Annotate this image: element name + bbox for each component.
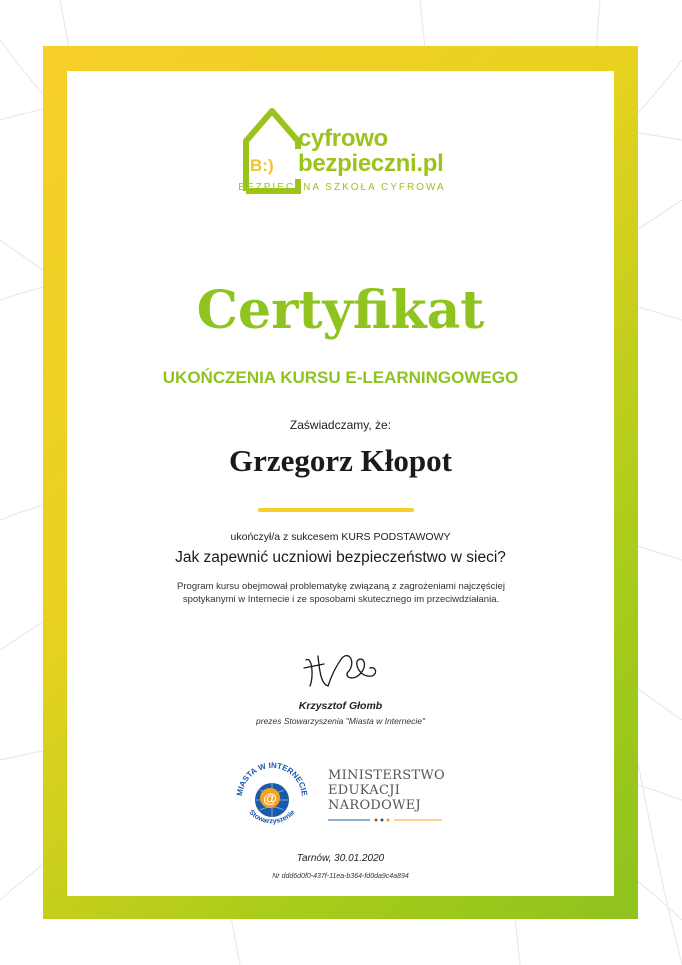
men-divider xyxy=(328,817,448,823)
men-line3: NARODOWEJ xyxy=(328,798,422,813)
completed-text: ukończył/a z sukcesem KURS PODSTAWOWY xyxy=(230,531,451,543)
miw-arc-text: MIASTA W INTERNECIE xyxy=(234,760,309,797)
certificate-subtitle: UKOŃCZENIA KURSU E-LEARNINGOWEGO xyxy=(162,368,519,387)
signer-role: prezes Stowarzyszenia "Miasta w Internecie" xyxy=(255,716,426,726)
certify-text: Zaświadczamy, że: xyxy=(289,418,392,432)
recipient-name: Grzegorz Kłopot xyxy=(229,443,452,478)
place-date: Tarnów, 30.01.2020 xyxy=(296,853,385,864)
miw-bottom-text: Stowarzyszenie xyxy=(247,809,297,826)
logo-badge: B:) xyxy=(250,156,274,175)
logo-line2: bezpieczni.pl xyxy=(298,150,444,177)
globe-at-icon xyxy=(232,756,312,836)
signer-name: Krzysztof Głomb xyxy=(298,700,383,712)
men-logo xyxy=(328,768,448,822)
certificate-title: Certyfikat xyxy=(196,280,485,341)
men-line2: EDUKACJI xyxy=(328,783,401,798)
logo-line1: cyfrowo xyxy=(298,125,388,152)
certificate-number: Nr ddd6d0f0-437f-11ea-b364-fd0da9c4a894 xyxy=(272,873,409,880)
signature-icon xyxy=(298,646,384,692)
name-underline xyxy=(258,508,414,512)
men-line1: MINISTERSTWO xyxy=(328,768,446,783)
course-title: Jak zapewnić uczniowi bezpieczeństwo w sieci? xyxy=(175,549,506,566)
course-description: Program kursu obejmował problematykę związaną z zagrożeniami najczęściej spotykanymi w Internecie i ze sposobami skutecznego im przeciwdziałania. xyxy=(177,581,505,605)
logo-tagline: BEZPIECZNA SZKOŁA CYFROWA xyxy=(238,182,446,193)
svg-text:@: @ xyxy=(263,790,277,806)
